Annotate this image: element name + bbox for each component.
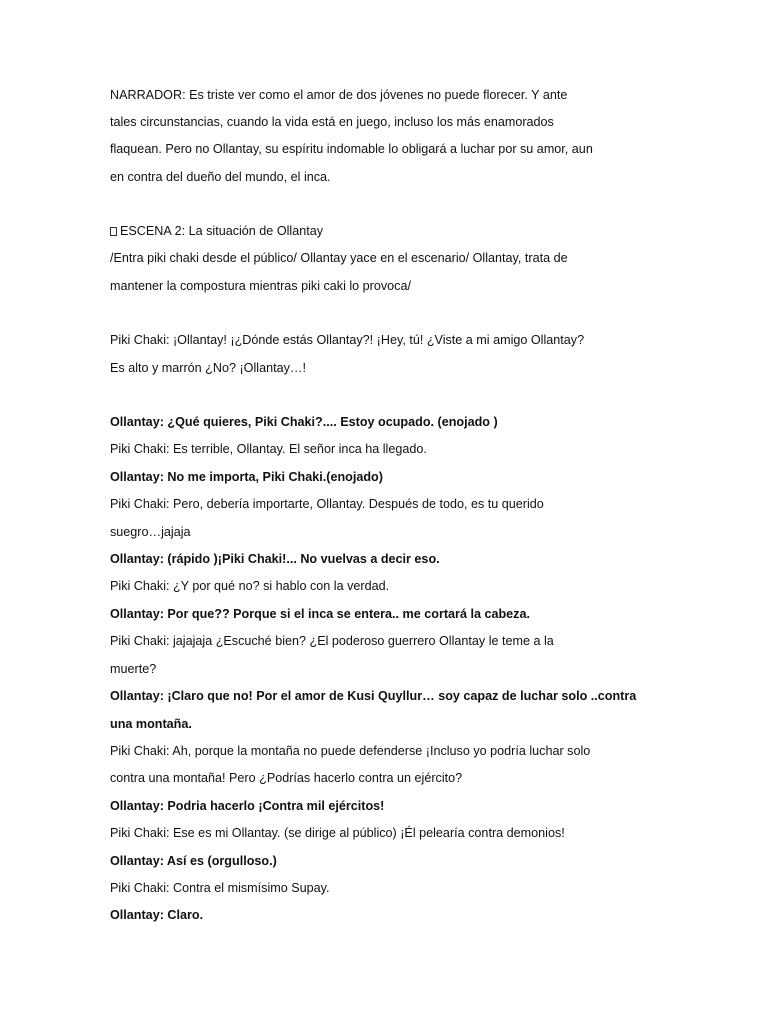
dialogue-line-piki-chaki: Piki Chaki: Ese es mi Ollantay. (se dirige al público) ¡Él pelearía contra demonios! [110, 826, 565, 840]
missing-glyph-icon [110, 227, 117, 236]
dialogue-line-ollantay: Ollantay: ¿Qué quieres, Piki Chaki?.... Estoy ocupado. (enojado ) [110, 415, 498, 429]
dialogue-line-piki-chaki: Piki Chaki: Ah, porque la montaña no puede defenderse ¡Incluso yo podría luchar solo [110, 744, 591, 758]
dialogue-line-ollantay: Ollantay: Claro. [110, 908, 204, 922]
dialogue-line-piki-chaki: contra una montaña! Pero ¿Podrías hacerlo contra un ejército? [110, 771, 463, 785]
dialogue-line-ollantay: Ollantay: Así es (orgulloso.) [110, 854, 277, 868]
dialogue-line: Es alto y marrón ¿No? ¡Ollantay…! [110, 361, 306, 375]
dialogue-line: Piki Chaki: ¡Ollantay! ¡¿Dónde estás Ollantay?! ¡Hey, tú! ¿Viste a mi amigo Ollantay? [110, 333, 585, 347]
stage-direction-line: /Entra piki chaki desde el público/ Ollantay yace en el escenario/ Ollantay, trata de [110, 251, 568, 265]
scene-heading [110, 223, 323, 239]
dialogue-line-ollantay: Ollantay: Por que?? Porque si el inca se entera.. me cortará la cabeza. [110, 607, 530, 621]
dialogue-line-ollantay: una montaña. [110, 717, 192, 731]
dialogue-line-ollantay: Ollantay: Podria hacerlo ¡Contra mil ejércitos! [110, 799, 385, 813]
narrator-line: tales circunstancias, cuando la vida está en juego, incluso los más enamorados [110, 115, 554, 129]
dialogue-line-piki-chaki: suegro…jajaja [110, 525, 191, 539]
dialogue-line-ollantay: Ollantay: ¡Claro que no! Por el amor de Kusi Quyllur… soy capaz de luchar solo ..contra [110, 689, 637, 703]
dialogue-line-ollantay: Ollantay: (rápido )¡Piki Chaki!... No vuelvas a decir eso. [110, 552, 440, 566]
dialogue-line-piki-chaki: Piki Chaki: jajajaja ¿Escuché bien? ¿El poderoso guerrero Ollantay le teme a la [110, 634, 554, 648]
narrator-line: en contra del dueño del mundo, el inca. [110, 170, 331, 184]
narrator-line: flaquean. Pero no Ollantay, su espíritu indomable lo obligará a luchar por su amor, aun [110, 142, 593, 156]
dialogue-line-piki-chaki: Piki Chaki: Pero, debería importarte, Ollantay. Después de todo, es tu querido [110, 497, 544, 511]
dialogue-line-piki-chaki: muerte? [110, 662, 157, 676]
stage-direction-line: mantener la compostura mientras piki caki lo provoca/ [110, 279, 411, 293]
dialogue-line-piki-chaki: Piki Chaki: Es terrible, Ollantay. El señor inca ha llegado. [110, 442, 427, 456]
dialogue-line-piki-chaki: Piki Chaki: Contra el mismísimo Supay. [110, 881, 330, 895]
scene-heading-text: ESCENA 2: La situación de Ollantay [120, 224, 324, 238]
dialogue-line-piki-chaki: Piki Chaki: ¿Y por qué no? si hablo con la verdad. [110, 579, 390, 593]
dialogue-line-ollantay: Ollantay: No me importa, Piki Chaki.(enojado) [110, 470, 383, 484]
narrator-line: NARRADOR: Es triste ver como el amor de dos jóvenes no puede florecer. Y ante [110, 88, 568, 102]
